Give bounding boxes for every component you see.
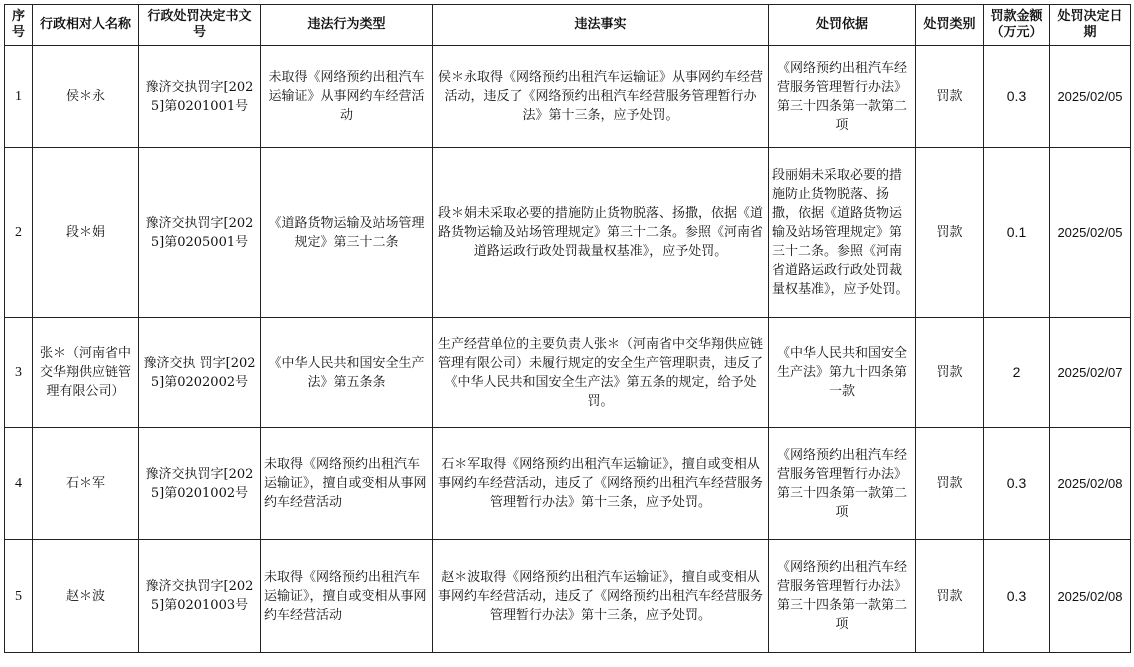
cell-party: 石＊军 xyxy=(33,428,139,540)
cell-index: 2 xyxy=(5,148,33,318)
cell-doc-no: 豫济交执 罚字[2025]第0202002号 xyxy=(139,318,261,428)
cell-basis: 《中华人民共和国安全生产法》第九十四条第一款 xyxy=(769,318,916,428)
cell-facts: 生产经营单位的主要负责人张＊（河南省中交华翔供应链管理有限公司）未履行规定的安全生产管理职责，违反了《中华人民共和国安全生产法》第五条的规定，给予处罚。 xyxy=(433,318,769,428)
cell-violation-type: 未取得《网络预约出租汽车运输证》从事网约车经营活动 xyxy=(261,46,433,148)
header-fine: 罚款金额（万元） xyxy=(984,5,1050,46)
cell-basis: 《网络预约出租汽车经营服务管理暂行办法》第三十四条第一款第二项 xyxy=(769,46,916,148)
cell-facts: 侯＊永取得《网络预约出租汽车运输证》从事网约车经营活动，违反了《网络预约出租汽车经营服务管理暂行办法》第十三条，应予处罚。 xyxy=(433,46,769,148)
cell-party: 赵＊波 xyxy=(33,540,139,653)
cell-basis: 《网络预约出租汽车经营服务管理暂行办法》第三十四条第一款第二项 xyxy=(769,428,916,540)
header-category: 处罚类别 xyxy=(916,5,984,46)
table-row xyxy=(5,318,1131,428)
header-index: 序号 xyxy=(5,5,33,46)
cell-date: 2025/02/08 xyxy=(1050,540,1131,653)
header-party: 行政相对人名称 xyxy=(33,5,139,46)
cell-category: 罚款 xyxy=(916,46,984,148)
cell-category: 罚款 xyxy=(916,540,984,653)
cell-facts: 赵＊波取得《网络预约出租汽车运输证》，擅自或变相从事网约车经营活动，违反了《网络预约出租汽车经营服务管理暂行办法》第十三条，应予处罚。 xyxy=(433,540,769,653)
cell-fine: 2 xyxy=(984,318,1050,428)
cell-basis: 段丽娟未采取必要的措施防止货物脱落、扬撒，依据《道路货物运输及站场管理规定》第三十二条。参照《河南省道路运政行政处罚裁量权基准》，应予处罚。 xyxy=(769,148,916,318)
cell-date: 2025/02/08 xyxy=(1050,428,1131,540)
cell-doc-no: 豫济交执罚字[2025]第0205001号 xyxy=(139,148,261,318)
cell-fine: 0.1 xyxy=(984,148,1050,318)
table-row xyxy=(5,428,1131,540)
cell-fine: 0.3 xyxy=(984,428,1050,540)
cell-fine: 0.3 xyxy=(984,540,1050,653)
table-row xyxy=(5,148,1131,318)
cell-fine: 0.3 xyxy=(984,46,1050,148)
header-facts: 违法事实 xyxy=(433,5,769,46)
cell-date: 2025/02/07 xyxy=(1050,318,1131,428)
cell-index: 5 xyxy=(5,540,33,653)
cell-facts: 石＊军取得《网络预约出租汽车运输证》，擅自或变相从事网约车经营活动，违反了《网络预约出租汽车经营服务管理暂行办法》第十三条，应予处罚。 xyxy=(433,428,769,540)
cell-basis: 《网络预约出租汽车经营服务管理暂行办法》第三十四条第一款第二项 xyxy=(769,540,916,653)
cell-violation-type: 《道路货物运输及站场管理规定》第三十二条 xyxy=(261,148,433,318)
cell-index: 1 xyxy=(5,46,33,148)
cell-category: 罚款 xyxy=(916,318,984,428)
cell-facts: 段＊娟未采取必要的措施防止货物脱落、扬撒，依据《道路货物运输及站场管理规定》第三十二条。参照《河南省道路运政行政处罚裁量权基准》，应予处罚。 xyxy=(433,148,769,318)
penalty-table xyxy=(4,4,1131,653)
cell-date: 2025/02/05 xyxy=(1050,148,1131,318)
header-date: 处罚决定日期 xyxy=(1050,5,1131,46)
table-row xyxy=(5,540,1131,653)
header-basis: 处罚依据 xyxy=(769,5,916,46)
cell-party: 段＊娟 xyxy=(33,148,139,318)
table-row xyxy=(5,46,1131,148)
cell-category: 罚款 xyxy=(916,428,984,540)
header-violation-type: 违法行为类型 xyxy=(261,5,433,46)
cell-index: 3 xyxy=(5,318,33,428)
table-header-row xyxy=(5,5,1131,46)
cell-category: 罚款 xyxy=(916,148,984,318)
header-doc-no: 行政处罚决定书文号 xyxy=(139,5,261,46)
cell-index: 4 xyxy=(5,428,33,540)
cell-doc-no: 豫济交执罚字[2025]第0201002号 xyxy=(139,428,261,540)
cell-party: 张＊（河南省中交华翔供应链管理有限公司） xyxy=(33,318,139,428)
cell-violation-type: 未取得《网络预约出租汽车运输证》，擅自或变相从事网约车经营活动 xyxy=(261,540,433,653)
cell-date: 2025/02/05 xyxy=(1050,46,1131,148)
cell-doc-no: 豫济交执罚字[2025]第0201001号 xyxy=(139,46,261,148)
penalty-table-container xyxy=(4,4,1131,653)
cell-party: 侯＊永 xyxy=(33,46,139,148)
cell-doc-no: 豫济交执罚字[2025]第0201003号 xyxy=(139,540,261,653)
cell-violation-type: 《中华人民共和国安全生产法》第五条条 xyxy=(261,318,433,428)
cell-violation-type: 未取得《网络预约出租汽车运输证》，擅自或变相从事网约车经营活动 xyxy=(261,428,433,540)
